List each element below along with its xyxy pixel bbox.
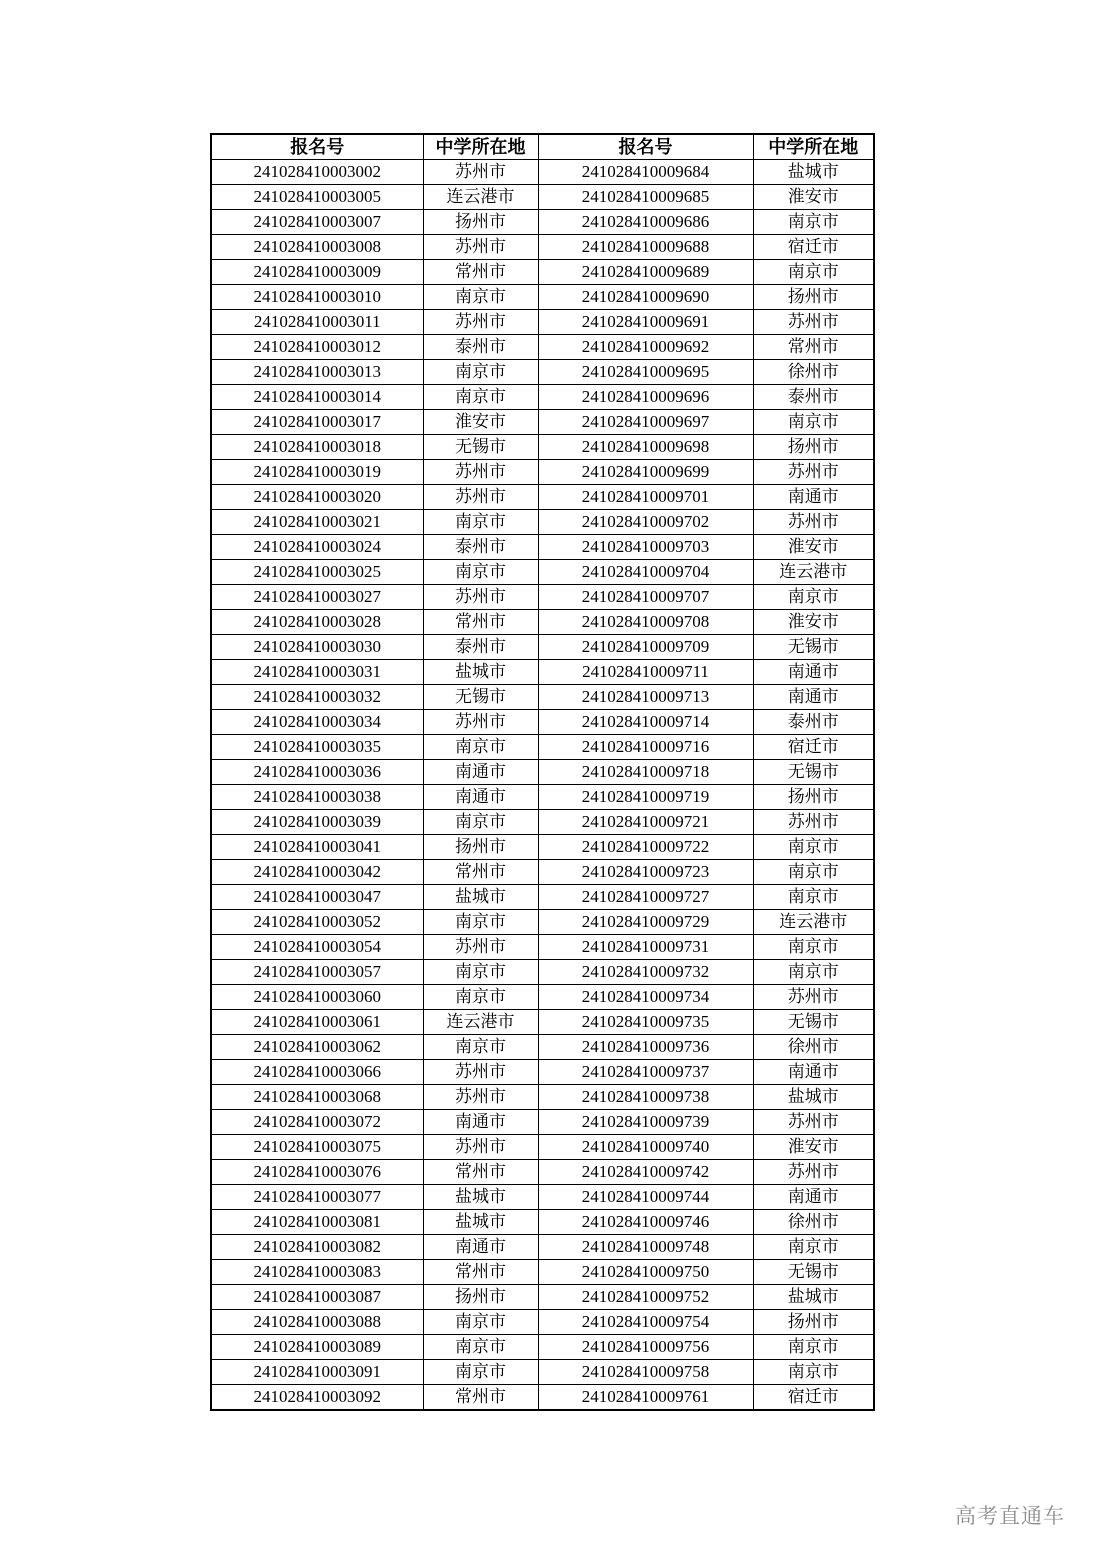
registration-number-cell: 241028410009691 — [538, 310, 753, 335]
registration-number-cell: 241028410003066 — [211, 1060, 423, 1085]
school-location-cell: 南通市 — [423, 785, 538, 810]
registration-number-cell: 241028410003027 — [211, 585, 423, 610]
school-location-cell: 扬州市 — [753, 285, 874, 310]
school-location-cell: 常州市 — [423, 1260, 538, 1285]
table-row — [211, 685, 874, 710]
school-location-cell: 宿迁市 — [753, 1385, 874, 1411]
registration-number-cell: 241028410003038 — [211, 785, 423, 810]
registration-number-cell: 241028410003030 — [211, 635, 423, 660]
registration-number-cell: 241028410003041 — [211, 835, 423, 860]
table-row — [211, 810, 874, 835]
school-location-cell: 宿迁市 — [753, 735, 874, 760]
school-location-cell: 苏州市 — [423, 1085, 538, 1110]
table-row — [211, 560, 874, 585]
registration-number-cell: 241028410009742 — [538, 1160, 753, 1185]
table-row — [211, 635, 874, 660]
table-row — [211, 885, 874, 910]
registration-number-cell: 241028410003017 — [211, 410, 423, 435]
table-row — [211, 710, 874, 735]
school-location-cell: 泰州市 — [753, 385, 874, 410]
registration-number-cell: 241028410009696 — [538, 385, 753, 410]
table-row — [211, 960, 874, 985]
registration-number-cell: 241028410003031 — [211, 660, 423, 685]
school-location-cell: 南京市 — [423, 360, 538, 385]
registration-number-cell: 241028410009750 — [538, 1260, 753, 1285]
registration-number-cell: 241028410009718 — [538, 760, 753, 785]
table-row — [211, 835, 874, 860]
school-location-cell: 淮安市 — [423, 410, 538, 435]
registration-number-cell: 241028410009711 — [538, 660, 753, 685]
registration-number-cell: 241028410009701 — [538, 485, 753, 510]
school-location-cell: 南通市 — [753, 1060, 874, 1085]
registration-number-cell: 241028410003083 — [211, 1260, 423, 1285]
school-location-cell: 南京市 — [423, 985, 538, 1010]
registration-number-cell: 241028410003010 — [211, 285, 423, 310]
registration-number-cell: 241028410003081 — [211, 1210, 423, 1235]
registration-number-cell: 241028410009737 — [538, 1060, 753, 1085]
registration-table-body — [211, 160, 874, 1411]
school-location-cell: 南通市 — [753, 660, 874, 685]
table-row — [211, 935, 874, 960]
registration-number-cell: 241028410003052 — [211, 910, 423, 935]
registration-number-cell: 241028410003042 — [211, 860, 423, 885]
school-location-cell: 常州市 — [423, 610, 538, 635]
registration-number-cell: 241028410009721 — [538, 810, 753, 835]
school-location-cell: 盐城市 — [753, 1285, 874, 1310]
table-row — [211, 610, 874, 635]
school-location-cell: 扬州市 — [753, 1310, 874, 1335]
school-location-cell: 淮安市 — [753, 1135, 874, 1160]
registration-number-cell: 241028410003009 — [211, 260, 423, 285]
table-row — [211, 360, 874, 385]
school-location-cell: 南京市 — [753, 860, 874, 885]
registration-number-cell: 241028410009686 — [538, 210, 753, 235]
table-row — [211, 185, 874, 210]
school-location-cell: 苏州市 — [753, 510, 874, 535]
registration-number-cell: 241028410003089 — [211, 1335, 423, 1360]
school-location-cell: 淮安市 — [753, 535, 874, 560]
registration-number-cell: 241028410003020 — [211, 485, 423, 510]
school-location-cell: 徐州市 — [753, 1035, 874, 1060]
registration-number-cell: 241028410003091 — [211, 1360, 423, 1385]
registration-number-cell: 241028410003061 — [211, 1010, 423, 1035]
registration-number-cell: 241028410009703 — [538, 535, 753, 560]
school-location-cell: 南京市 — [753, 585, 874, 610]
school-location-cell: 泰州市 — [423, 535, 538, 560]
school-location-cell: 泰州市 — [753, 710, 874, 735]
table-row — [211, 760, 874, 785]
school-location-cell: 南京市 — [753, 1335, 874, 1360]
school-location-cell: 南京市 — [423, 285, 538, 310]
registration-number-cell: 241028410009716 — [538, 735, 753, 760]
header-registration-number-right: 报名号 — [538, 134, 753, 160]
table-header-row — [211, 134, 874, 160]
registration-number-cell: 241028410003077 — [211, 1185, 423, 1210]
registration-number-cell: 241028410003072 — [211, 1110, 423, 1135]
school-location-cell: 连云港市 — [423, 1010, 538, 1035]
registration-number-cell: 241028410009731 — [538, 935, 753, 960]
school-location-cell: 常州市 — [423, 260, 538, 285]
table-row — [211, 910, 874, 935]
school-location-cell: 盐城市 — [423, 885, 538, 910]
school-location-cell: 南京市 — [423, 960, 538, 985]
registration-number-cell: 241028410009748 — [538, 1235, 753, 1260]
table-row — [211, 385, 874, 410]
school-location-cell: 南通市 — [423, 760, 538, 785]
registration-number-cell: 241028410003068 — [211, 1085, 423, 1110]
registration-number-cell: 241028410009697 — [538, 410, 753, 435]
school-location-cell: 南京市 — [423, 910, 538, 935]
school-location-cell: 南京市 — [753, 960, 874, 985]
school-location-cell: 无锡市 — [423, 685, 538, 710]
registration-number-cell: 241028410003021 — [211, 510, 423, 535]
registration-number-cell: 241028410009727 — [538, 885, 753, 910]
table-row — [211, 1110, 874, 1135]
school-location-cell: 南通市 — [423, 1110, 538, 1135]
table-row — [211, 160, 874, 185]
school-location-cell: 南京市 — [423, 810, 538, 835]
school-location-cell: 南京市 — [423, 560, 538, 585]
table-row — [211, 1310, 874, 1335]
school-location-cell: 南通市 — [753, 685, 874, 710]
registration-number-cell: 241028410009708 — [538, 610, 753, 635]
school-location-cell: 盐城市 — [423, 660, 538, 685]
registration-number-cell: 241028410009752 — [538, 1285, 753, 1310]
school-location-cell: 苏州市 — [753, 1110, 874, 1135]
school-location-cell: 苏州市 — [423, 160, 538, 185]
table-row — [211, 735, 874, 760]
school-location-cell: 南京市 — [423, 1360, 538, 1385]
school-location-cell: 淮安市 — [753, 185, 874, 210]
school-location-cell: 苏州市 — [423, 310, 538, 335]
registration-number-cell: 241028410003011 — [211, 310, 423, 335]
school-location-cell: 南京市 — [423, 1335, 538, 1360]
registration-number-cell: 241028410009713 — [538, 685, 753, 710]
registration-number-cell: 241028410009739 — [538, 1110, 753, 1135]
school-location-cell: 盐城市 — [753, 160, 874, 185]
table-row — [211, 535, 874, 560]
table-row — [211, 1260, 874, 1285]
registration-number-cell: 241028410003035 — [211, 735, 423, 760]
school-location-cell: 苏州市 — [423, 1135, 538, 1160]
school-location-cell: 常州市 — [423, 860, 538, 885]
registration-number-cell: 241028410009707 — [538, 585, 753, 610]
table-row — [211, 410, 874, 435]
registration-number-cell: 241028410009738 — [538, 1085, 753, 1110]
school-location-cell: 苏州市 — [423, 460, 538, 485]
school-location-cell: 宿迁市 — [753, 235, 874, 260]
registration-number-cell: 241028410003062 — [211, 1035, 423, 1060]
school-location-cell: 南京市 — [423, 1035, 538, 1060]
table-row — [211, 785, 874, 810]
table-row — [211, 1085, 874, 1110]
school-location-cell: 扬州市 — [423, 1285, 538, 1310]
watermark: 高考直通车 — [955, 1504, 1065, 1528]
registration-number-cell: 241028410003005 — [211, 185, 423, 210]
school-location-cell: 苏州市 — [423, 235, 538, 260]
registration-number-cell: 241028410003088 — [211, 1310, 423, 1335]
school-location-cell: 常州市 — [423, 1385, 538, 1411]
registration-table — [210, 133, 875, 1411]
registration-number-cell: 241028410009689 — [538, 260, 753, 285]
registration-number-cell: 241028410003032 — [211, 685, 423, 710]
school-location-cell: 南京市 — [423, 735, 538, 760]
school-location-cell: 南京市 — [753, 835, 874, 860]
registration-number-cell: 241028410003054 — [211, 935, 423, 960]
registration-number-cell: 241028410003025 — [211, 560, 423, 585]
school-location-cell: 南京市 — [753, 1235, 874, 1260]
header-school-location-right: 中学所在地 — [753, 134, 874, 160]
school-location-cell: 无锡市 — [753, 1260, 874, 1285]
registration-number-cell: 241028410009690 — [538, 285, 753, 310]
school-location-cell: 苏州市 — [753, 1160, 874, 1185]
table-row — [211, 1360, 874, 1385]
registration-number-cell: 241028410003034 — [211, 710, 423, 735]
school-location-cell: 南通市 — [423, 1235, 538, 1260]
school-location-cell: 无锡市 — [423, 435, 538, 460]
school-location-cell: 苏州市 — [753, 985, 874, 1010]
school-location-cell: 连云港市 — [753, 910, 874, 935]
school-location-cell: 苏州市 — [423, 585, 538, 610]
table-row — [211, 460, 874, 485]
school-location-cell: 苏州市 — [423, 710, 538, 735]
registration-number-cell: 241028410009709 — [538, 635, 753, 660]
school-location-cell: 泰州市 — [423, 335, 538, 360]
table-row — [211, 1335, 874, 1360]
registration-number-cell: 241028410003018 — [211, 435, 423, 460]
school-location-cell: 盐城市 — [753, 1085, 874, 1110]
registration-number-cell: 241028410003007 — [211, 210, 423, 235]
registration-number-cell: 241028410009699 — [538, 460, 753, 485]
registration-number-cell: 241028410003087 — [211, 1285, 423, 1310]
school-location-cell: 苏州市 — [753, 810, 874, 835]
table-row — [211, 1285, 874, 1310]
table-row — [211, 435, 874, 460]
registration-number-cell: 241028410009719 — [538, 785, 753, 810]
registration-number-cell: 241028410003036 — [211, 760, 423, 785]
table-row — [211, 1035, 874, 1060]
registration-number-cell: 241028410009761 — [538, 1385, 753, 1411]
registration-number-cell: 241028410009740 — [538, 1135, 753, 1160]
registration-number-cell: 241028410009734 — [538, 985, 753, 1010]
registration-number-cell: 241028410009695 — [538, 360, 753, 385]
school-location-cell: 苏州市 — [423, 1060, 538, 1085]
registration-number-cell: 241028410009702 — [538, 510, 753, 535]
registration-number-cell: 241028410003075 — [211, 1135, 423, 1160]
school-location-cell: 南京市 — [753, 210, 874, 235]
school-location-cell: 南京市 — [753, 935, 874, 960]
school-location-cell: 无锡市 — [753, 1010, 874, 1035]
registration-number-cell: 241028410009685 — [538, 185, 753, 210]
school-location-cell: 扬州市 — [423, 210, 538, 235]
registration-number-cell: 241028410009684 — [538, 160, 753, 185]
table-row — [211, 860, 874, 885]
registration-number-cell: 241028410003019 — [211, 460, 423, 485]
table-row — [211, 335, 874, 360]
school-location-cell: 苏州市 — [753, 460, 874, 485]
registration-number-cell: 241028410003047 — [211, 885, 423, 910]
table-row — [211, 210, 874, 235]
registration-number-cell: 241028410003082 — [211, 1235, 423, 1260]
school-location-cell: 无锡市 — [753, 635, 874, 660]
registration-number-cell: 241028410009732 — [538, 960, 753, 985]
school-location-cell: 连云港市 — [753, 560, 874, 585]
table-row — [211, 1385, 874, 1411]
school-location-cell: 泰州市 — [423, 635, 538, 660]
registration-number-cell: 241028410009754 — [538, 1310, 753, 1335]
table-row — [211, 1185, 874, 1210]
school-location-cell: 无锡市 — [753, 760, 874, 785]
registration-number-cell: 241028410009698 — [538, 435, 753, 460]
registration-number-cell: 241028410009722 — [538, 835, 753, 860]
table-row — [211, 1160, 874, 1185]
school-location-cell: 南通市 — [753, 485, 874, 510]
school-location-cell: 徐州市 — [753, 360, 874, 385]
registration-number-cell: 241028410003002 — [211, 160, 423, 185]
registration-number-cell: 241028410003024 — [211, 535, 423, 560]
school-location-cell: 扬州市 — [753, 785, 874, 810]
school-location-cell: 扬州市 — [423, 835, 538, 860]
table-row — [211, 1010, 874, 1035]
school-location-cell: 南京市 — [753, 885, 874, 910]
table-row — [211, 1235, 874, 1260]
table-row — [211, 585, 874, 610]
registration-number-cell: 241028410003012 — [211, 335, 423, 360]
school-location-cell: 盐城市 — [423, 1210, 538, 1235]
table-row — [211, 285, 874, 310]
table-row — [211, 985, 874, 1010]
registration-number-cell: 241028410009688 — [538, 235, 753, 260]
header-school-location-left: 中学所在地 — [423, 134, 538, 160]
header-registration-number-left: 报名号 — [211, 134, 423, 160]
school-location-cell: 南京市 — [423, 385, 538, 410]
registration-number-cell: 241028410009723 — [538, 860, 753, 885]
registration-number-cell: 241028410003060 — [211, 985, 423, 1010]
table-row — [211, 260, 874, 285]
table-row — [211, 1060, 874, 1085]
school-location-cell: 南京市 — [753, 1360, 874, 1385]
registration-number-cell: 241028410009704 — [538, 560, 753, 585]
registration-number-cell: 241028410009735 — [538, 1010, 753, 1035]
table-row — [211, 235, 874, 260]
registration-number-cell: 241028410009758 — [538, 1360, 753, 1385]
school-location-cell: 扬州市 — [753, 435, 874, 460]
registration-number-cell: 241028410009756 — [538, 1335, 753, 1360]
school-location-cell: 南京市 — [753, 260, 874, 285]
school-location-cell: 常州市 — [753, 335, 874, 360]
registration-number-cell: 241028410009729 — [538, 910, 753, 935]
school-location-cell: 苏州市 — [423, 485, 538, 510]
registration-number-cell: 241028410003092 — [211, 1385, 423, 1411]
registration-number-cell: 241028410003014 — [211, 385, 423, 410]
registration-number-cell: 241028410009714 — [538, 710, 753, 735]
registration-number-cell: 241028410003028 — [211, 610, 423, 635]
registration-number-cell: 241028410009744 — [538, 1185, 753, 1210]
school-location-cell: 淮安市 — [753, 610, 874, 635]
school-location-cell: 南京市 — [423, 1310, 538, 1335]
school-location-cell: 南通市 — [753, 1185, 874, 1210]
table-row — [211, 485, 874, 510]
table-row — [211, 510, 874, 535]
registration-number-cell: 241028410003013 — [211, 360, 423, 385]
table-row — [211, 660, 874, 685]
school-location-cell: 徐州市 — [753, 1210, 874, 1235]
school-location-cell: 连云港市 — [423, 185, 538, 210]
school-location-cell: 南京市 — [753, 410, 874, 435]
registration-number-cell: 241028410009746 — [538, 1210, 753, 1235]
registration-number-cell: 241028410003008 — [211, 235, 423, 260]
registration-number-cell: 241028410009692 — [538, 335, 753, 360]
table-row — [211, 1210, 874, 1235]
school-location-cell: 盐城市 — [423, 1185, 538, 1210]
table-row — [211, 310, 874, 335]
registration-number-cell: 241028410003076 — [211, 1160, 423, 1185]
school-location-cell: 苏州市 — [423, 935, 538, 960]
registration-number-cell: 241028410003039 — [211, 810, 423, 835]
school-location-cell: 苏州市 — [753, 310, 874, 335]
table-row — [211, 1135, 874, 1160]
registration-number-cell: 241028410009736 — [538, 1035, 753, 1060]
school-location-cell: 常州市 — [423, 1160, 538, 1185]
school-location-cell: 南京市 — [423, 510, 538, 535]
registration-number-cell: 241028410003057 — [211, 960, 423, 985]
